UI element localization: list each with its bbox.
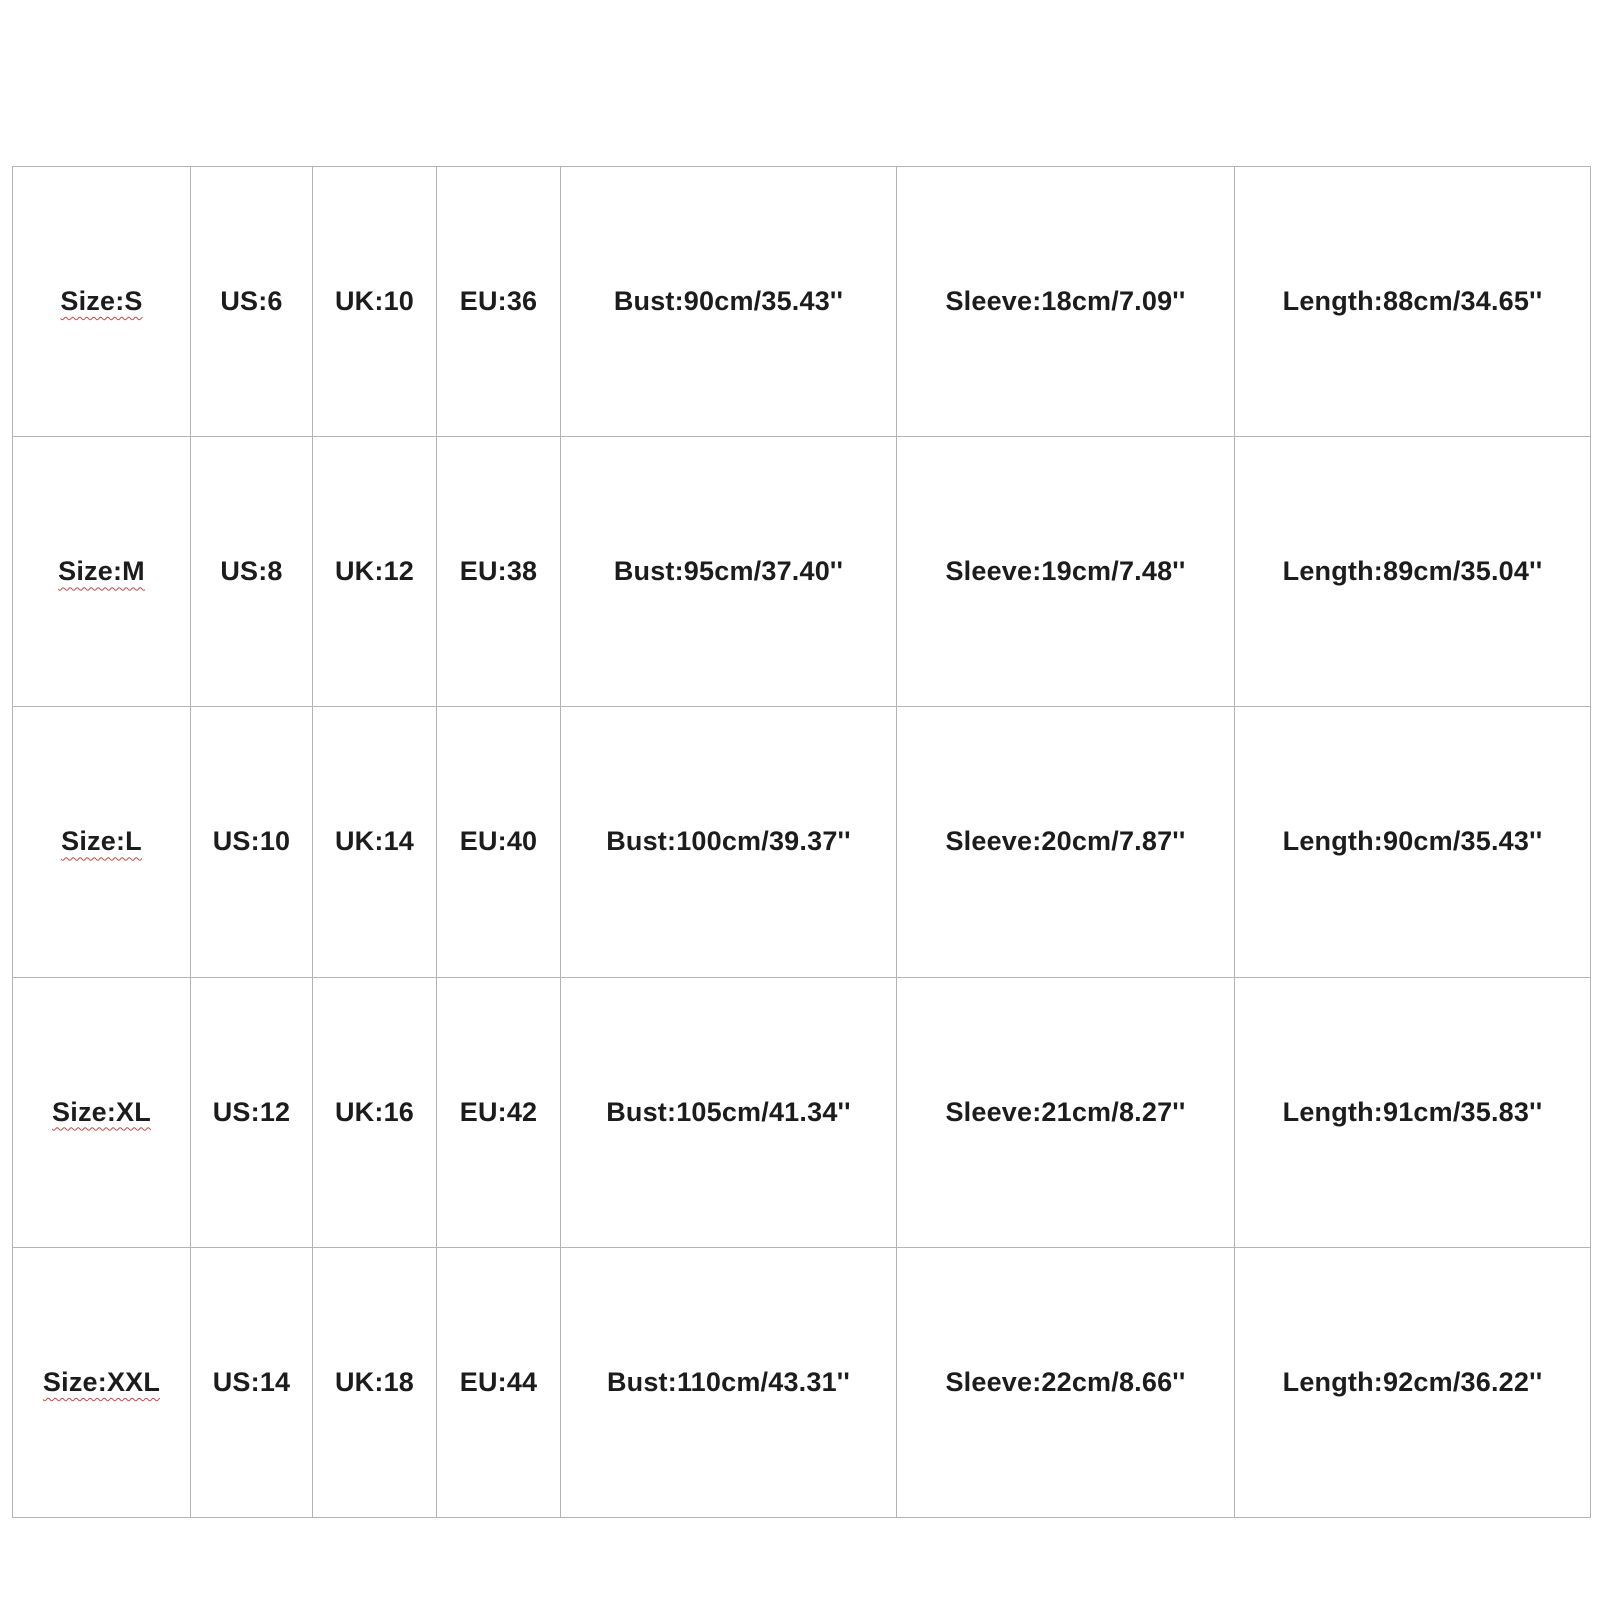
size-row-l (13, 707, 1591, 977)
sleeve-cell: Sleeve:20cm/7.87'' (897, 707, 1235, 977)
bust-cell: Bust:95cm/37.40'' (561, 437, 897, 707)
length-cell: Length:88cm/34.65'' (1235, 167, 1591, 437)
eu-size-cell: EU:36 (437, 167, 561, 437)
size-row-s (13, 167, 1591, 437)
eu-size-cell: EU:38 (437, 437, 561, 707)
length-cell: Length:91cm/35.83'' (1235, 977, 1591, 1247)
uk-size-cell: UK:10 (313, 167, 437, 437)
size-row-xxl (13, 1247, 1591, 1517)
bust-cell: Bust:100cm/39.37'' (561, 707, 897, 977)
uk-size-cell: UK:12 (313, 437, 437, 707)
eu-size-cell: EU:40 (437, 707, 561, 977)
size-label: Size:S (60, 286, 143, 317)
sleeve-cell: Sleeve:19cm/7.48'' (897, 437, 1235, 707)
uk-size-cell: UK:14 (313, 707, 437, 977)
us-size-cell: US:8 (191, 437, 313, 707)
us-size-cell: US:10 (191, 707, 313, 977)
bust-cell: Bust:105cm/41.34'' (561, 977, 897, 1247)
size-label: Size:XL (52, 1096, 151, 1127)
length-cell: Length:90cm/35.43'' (1235, 707, 1591, 977)
size-cell (13, 437, 191, 707)
bust-cell: Bust:90cm/35.43'' (561, 167, 897, 437)
length-cell: Length:92cm/36.22'' (1235, 1247, 1591, 1517)
sleeve-cell: Sleeve:18cm/7.09'' (897, 167, 1235, 437)
size-cell (13, 977, 191, 1247)
size-chart-table (12, 166, 1591, 1518)
us-size-cell: US:12 (191, 977, 313, 1247)
us-size-cell: US:6 (191, 167, 313, 437)
size-label: Size:L (61, 826, 142, 857)
eu-size-cell: EU:42 (437, 977, 561, 1247)
size-label: Size:XXL (42, 1366, 161, 1397)
bust-cell: Bust:110cm/43.31'' (561, 1247, 897, 1517)
size-row-xl (13, 977, 1591, 1247)
size-row-m (13, 437, 1591, 707)
size-cell (13, 167, 191, 437)
uk-size-cell: UK:18 (313, 1247, 437, 1517)
size-cell (13, 707, 191, 977)
us-size-cell: US:14 (191, 1247, 313, 1517)
size-label: Size:M (58, 556, 145, 587)
sleeve-cell: Sleeve:21cm/8.27'' (897, 977, 1235, 1247)
size-cell (13, 1247, 191, 1517)
sleeve-cell: Sleeve:22cm/8.66'' (897, 1247, 1235, 1517)
uk-size-cell: UK:16 (313, 977, 437, 1247)
eu-size-cell: EU:44 (437, 1247, 561, 1517)
length-cell: Length:89cm/35.04'' (1235, 437, 1591, 707)
